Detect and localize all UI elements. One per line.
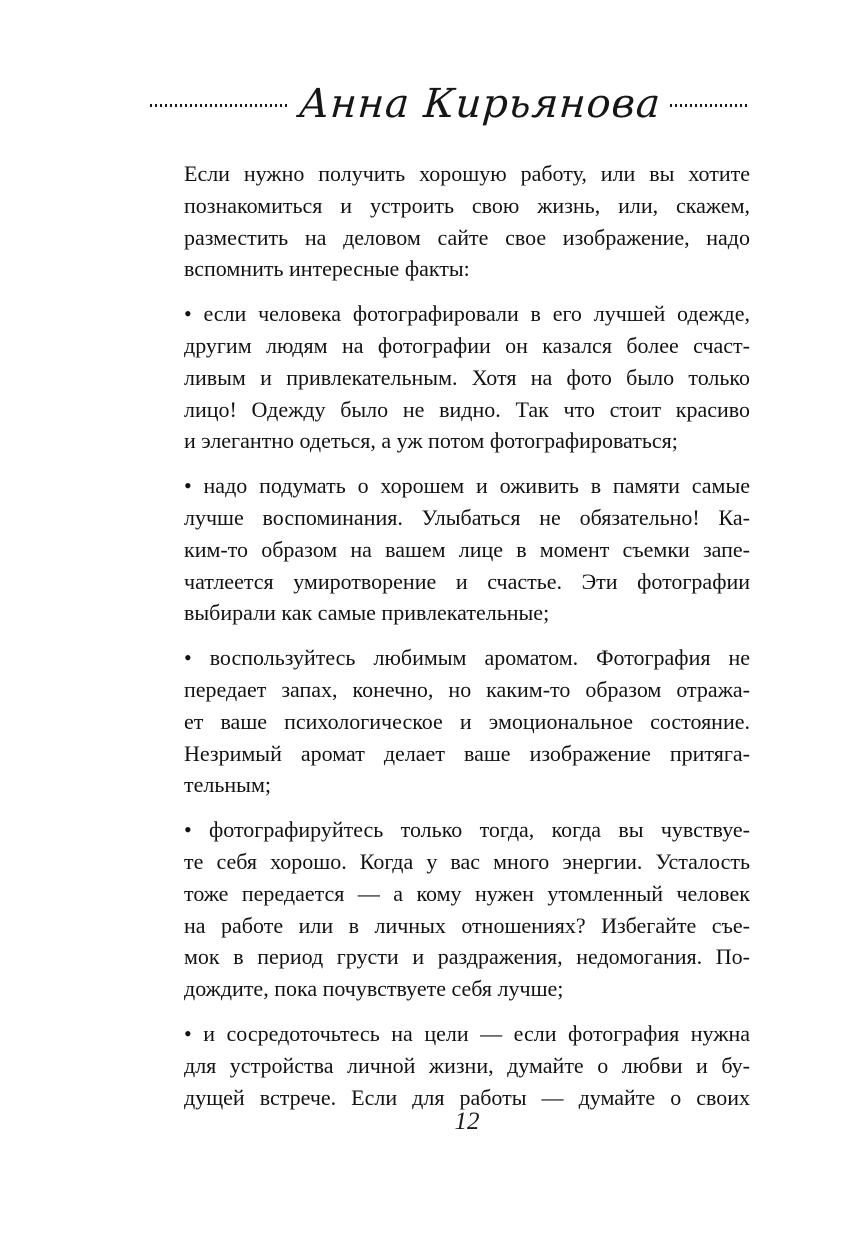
text-line: чатлеется умиротворение и счастье. Эти фотографии <box>184 568 750 594</box>
paragraph <box>184 298 750 457</box>
text-line: те себя хорошо. Когда у вас много энергии. Усталость <box>184 848 750 874</box>
page-footer <box>184 1108 750 1136</box>
paragraph <box>184 814 750 1005</box>
page-header <box>150 72 750 136</box>
text-line: • надо подумать о хорошем и оживить в памяти самые <box>184 473 750 499</box>
text-line: выбирали как самые привлекательные; <box>184 600 550 626</box>
text-line: • фотографируйтесь только тогда, когда вы чувствуе- <box>184 817 750 843</box>
paragraph <box>184 470 750 629</box>
author-name: Анна Кирьянова <box>297 81 663 127</box>
text-line: тельным; <box>184 772 271 798</box>
text-line: мок в период грусти и раздражения, недомогания. По- <box>184 944 750 970</box>
text-line: Незримый аромат делает ваше изображение притяга- <box>184 740 750 766</box>
text-line: Если нужно получить хорошую работу, или вы хотите <box>184 161 750 186</box>
text-line: ливым и привлекательным. Хотя на фото было только <box>184 364 750 390</box>
text-line: дущей встрече. Если для работы — думайте о своих <box>184 1084 750 1110</box>
text-line: вспомнить интересные факты: <box>184 256 470 282</box>
text-line: ет ваше психологическое и эмоциональное состояние. <box>184 708 750 734</box>
text-line: другим людям на фотографии он казался более счаст- <box>184 332 750 358</box>
paragraph <box>184 158 750 285</box>
text-line: ким-то образом на вашем лице в момент съемки запе- <box>184 536 750 562</box>
text-line: на работе или в личных отношениях? Избегайте съе- <box>184 912 750 938</box>
paragraph <box>184 1018 750 1113</box>
body-text <box>184 158 750 1126</box>
header-dotted-rule-right <box>670 104 750 107</box>
text-line: и элегантно одеться, а уж потом фотографироваться; <box>184 428 678 454</box>
header-dotted-rule-left <box>150 104 290 107</box>
text-line: • если человека фотографировали в его лучшей одежде, <box>184 301 750 327</box>
text-line: лицо! Одежду было не видно. Так что стоит красиво <box>184 396 750 422</box>
paragraph <box>184 642 750 801</box>
text-line: разместить на деловом сайте свое изображение, надо <box>184 224 750 250</box>
text-line: дождите, пока почувствуете себя лучше; <box>184 976 564 1002</box>
text-line: лучше воспоминания. Улыбаться не обязательно! Ка- <box>184 504 750 530</box>
text-line: передает запах, конечно, но каким-то образом отража- <box>184 676 750 702</box>
text-line: • и сосредоточьтесь на цели — если фотография нужна <box>184 1020 750 1046</box>
text-line: для устройства личной жизни, думайте о любви и бу- <box>184 1052 750 1078</box>
text-line: • воспользуйтесь любимым ароматом. Фотография не <box>184 645 750 671</box>
text-line: познакомиться и устроить свою жизнь, или, скажем, <box>184 192 750 218</box>
page-number: 12 <box>454 1108 480 1135</box>
text-line: тоже передается — а кому нужен утомленный человек <box>184 880 750 906</box>
